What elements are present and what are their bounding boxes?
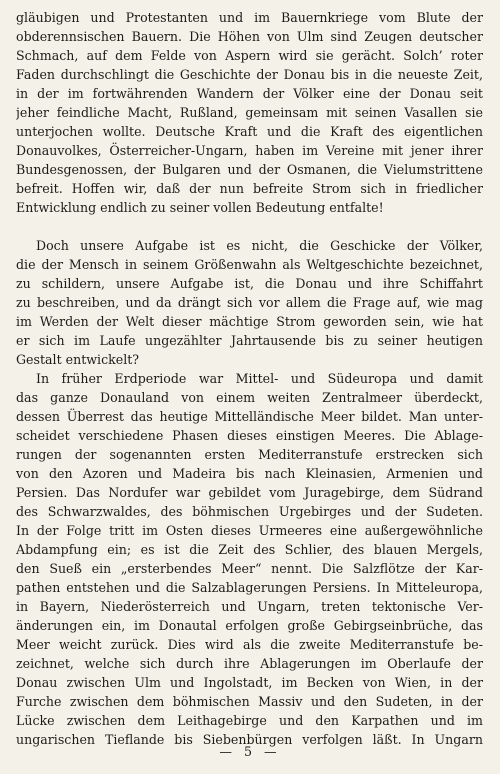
text-line: Meer weicht zurück. Dies wird als die zweite Mediterranstufe be- xyxy=(16,637,483,652)
text-line: im Werden der Welt dieser mächtige Strom geworden sein, wie hat xyxy=(16,314,483,329)
text-line: unterjochen wollte. Deutsche Kraft und die Kraft des eigentlichen xyxy=(16,124,483,139)
text-line: In der Folge tritt im Osten dieses Urmeeres eine außergewöhnliche xyxy=(16,523,483,538)
text-line: von den Azoren und Madeira bis nach Kleinasien, Armenien und xyxy=(16,466,483,481)
text-line: Persien. Das Nordufer war gebildet vom Juragebirge, dem Südrand xyxy=(16,485,483,500)
text-line: ungarischen Tieflande bis Siebenbürgen verfolgen läßt. In Ungarn xyxy=(16,732,483,747)
text-line: Entwicklung endlich zu seiner vollen Bedeutung entfalte! xyxy=(16,200,384,215)
text-line: Abdampfung ein; es ist die Zeit des Schlier, des blauen Mergels, xyxy=(16,542,483,557)
text-line: zu beschreiben, und da drängt sich vor allem die Frage auf, wie mag xyxy=(16,295,483,310)
text-line: änderungen ein, im Donautal erfolgen große Gebirgseinbrüche, das xyxy=(16,618,483,633)
text-line: pathen entstehen und die Salzablagerungen Persiens. In Mitteleuropa, xyxy=(16,580,483,595)
text-line: Gestalt entwickelt? xyxy=(16,352,140,367)
text-line: in der im fortwährenden Wandern der Völker eine der Donau seit xyxy=(16,86,483,101)
page-number: — 5 — xyxy=(219,744,281,759)
text-line: Doch unsere Aufgabe ist es nicht, die Geschicke der Völker, xyxy=(36,238,483,253)
text-line: zu schildern, unsere Aufgabe ist, die Donau und ihre Schiffahrt xyxy=(16,276,483,291)
text-line: den Sueß ein „ersterbendes Meer“ nennt. Die Salzflötze der Kar- xyxy=(16,561,483,576)
text-line: er sich im Laufe ungezählter Jahrtausende bis zu seiner heutigen xyxy=(16,333,483,348)
text-line: befreit. Hoffen wir, daß der nun befreite Strom sich in friedlicher xyxy=(16,181,483,196)
text-line: die der Mensch in seinem Größenwahn als Weltgeschichte bezeichnet, xyxy=(16,257,483,272)
text-line: dessen Überrest das heutige Mittelländische Meer bildet. Man unter- xyxy=(16,409,483,424)
paragraph-3 xyxy=(16,369,483,749)
text-line: Schmach, auf dem Felde von Aspern wird sie gerächt. Solch’ roter xyxy=(16,48,483,63)
text-line: Bundesgenossen, der Bulgaren und der Osmanen, die Vielumstrittene xyxy=(16,162,483,177)
text-line: Lücke zwischen dem Leithagebirge und den Karpathen und im xyxy=(16,713,483,728)
text-line: des Schwarzwaldes, des böhmischen Urgebirges und der Sudeten. xyxy=(16,504,483,519)
text-line: in Bayern, Niederösterreich und Ungarn, treten tektonische Ver- xyxy=(16,599,483,614)
text-line: jeher feindliche Macht, Rußland, gemeinsam mit seinen Vasallen sie xyxy=(16,105,483,120)
paragraph-1 xyxy=(16,8,483,217)
text-line: scheidet verschiedene Phasen dieses einstigen Meeres. Die Ablage- xyxy=(16,428,483,443)
text-line: Donauvolkes, Österreicher-Ungarn, haben im Vereine mit jener ihrer xyxy=(16,143,483,158)
text-line: gläubigen und Protestanten und im Bauernkriege vom Blute der xyxy=(16,10,483,25)
text-line: obderennsischen Bauern. Die Höhen von Ulm sind Zeugen deutscher xyxy=(16,29,483,44)
paragraph-gap xyxy=(16,217,483,236)
text-line: zeichnet, welche sich durch ihre Ablagerungen im Oberlaufe der xyxy=(16,656,483,671)
text-line: Furche zwischen dem böhmischen Massiv und den Sudeten, in der xyxy=(16,694,483,709)
paragraph-2 xyxy=(16,236,483,369)
text-line: Donau zwischen Ulm und Ingolstadt, im Becken von Wien, in der xyxy=(16,675,483,690)
text-line: rungen der sogenannten ersten Mediterranstufe erstrecken sich xyxy=(16,447,483,462)
text-line: das ganze Donauland von einem weiten Zentralmeer überdeckt, xyxy=(16,390,483,405)
text-line: Faden durchschlingt die Geschichte der Donau bis in die neueste Zeit, xyxy=(16,67,483,82)
text-line: In früher Erdperiode war Mittel- und Südeuropa und damit xyxy=(36,371,483,386)
